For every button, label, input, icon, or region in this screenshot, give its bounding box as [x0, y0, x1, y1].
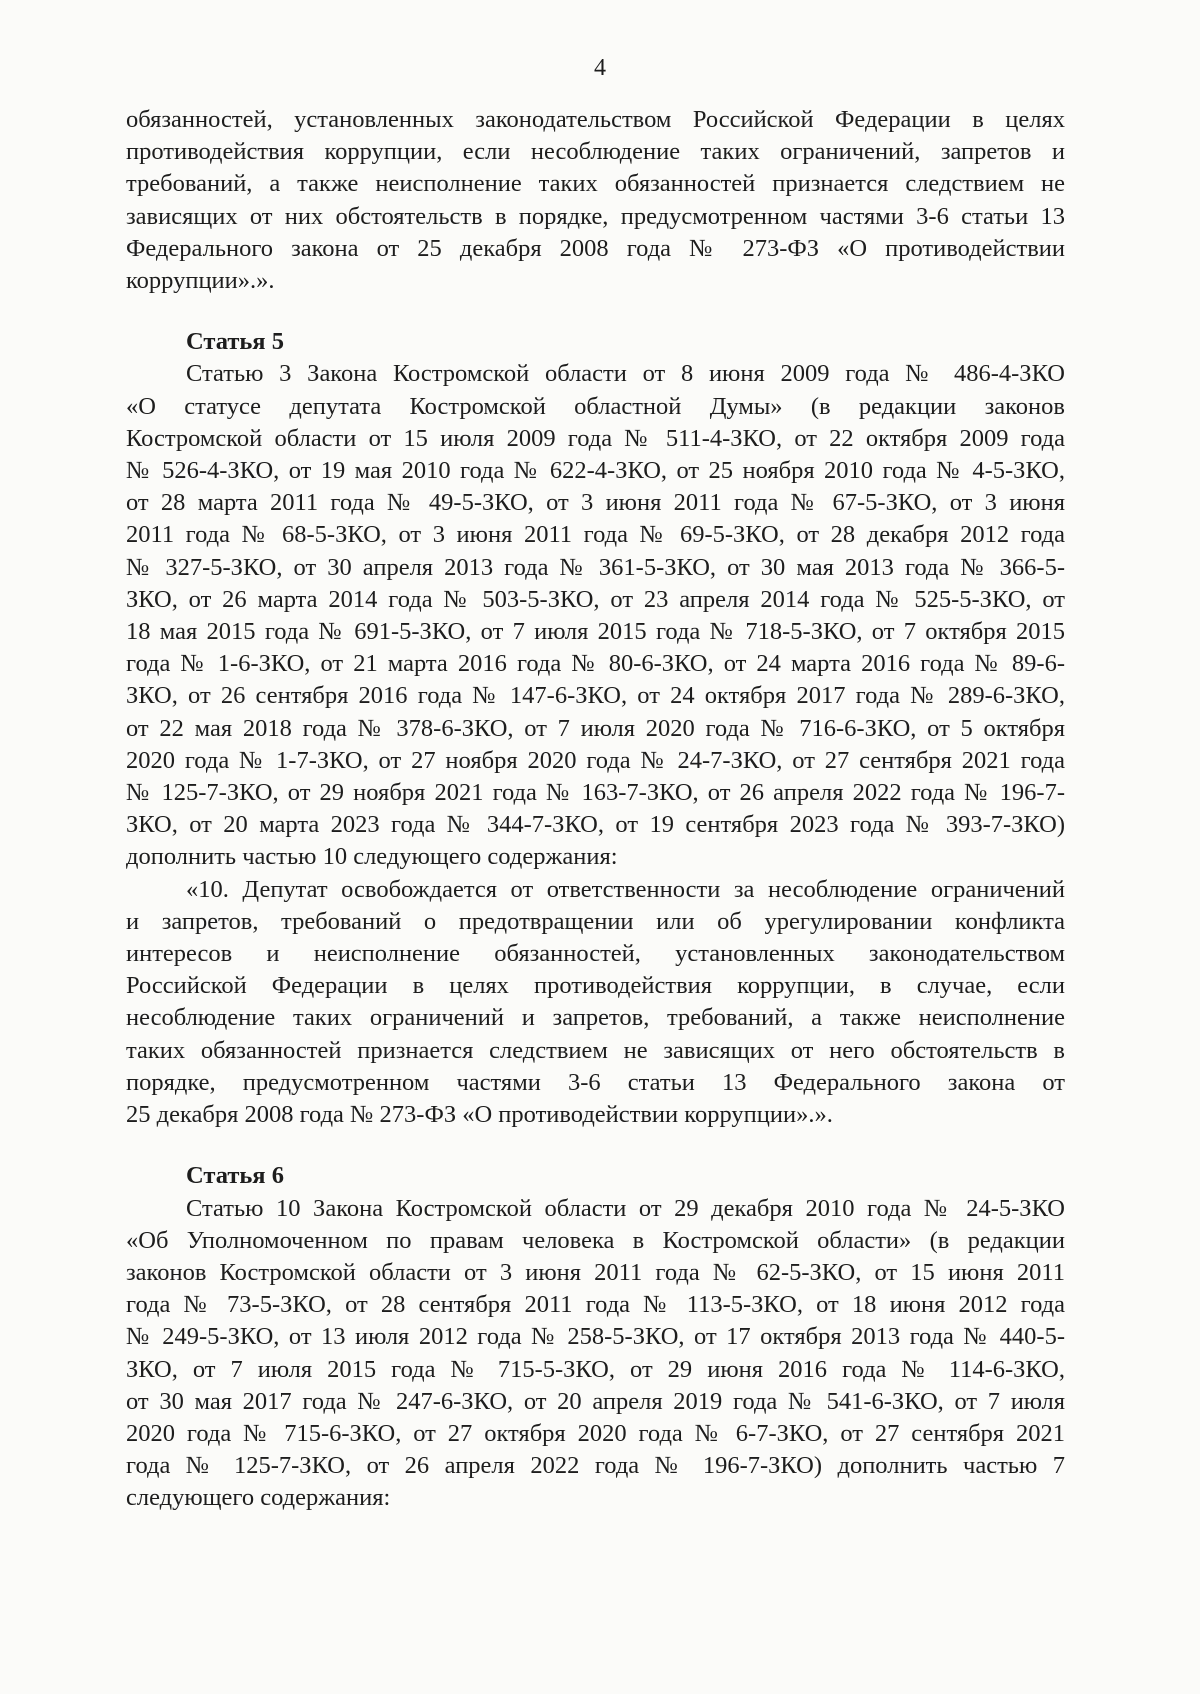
- article-5-paragraph-1: [126, 358, 1065, 873]
- intro-paragraph: [126, 104, 1065, 297]
- text-line: от 28 марта 2011 года № 49-5-ЗКО, от 3 июня 2011 года № 67-5-ЗКО, от 3 июня: [126, 489, 1065, 517]
- text-line: Российской Федерации в целях противодействия коррупции, в случае, если: [126, 972, 1065, 1000]
- text-line: 25 декабря 2008 года № 273-ФЗ «О противодействии коррупции».».: [126, 1101, 833, 1129]
- text-line: интересов и неисполнение обязанностей, установленных законодательством: [126, 940, 1065, 968]
- text-line: № 125-7-ЗКО, от 29 ноября 2021 года № 163-7-ЗКО, от 26 апреля 2022 года № 196-7-: [126, 779, 1065, 807]
- article-5-heading: Статья 5: [186, 328, 284, 356]
- text-line: противодействия коррупции, если несоблюдение таких ограничений, запретов и: [126, 138, 1065, 166]
- text-line: порядке, предусмотренном частями 3-6 статьи 13 Федерального закона от: [126, 1068, 1065, 1096]
- text-line: ЗКО, от 26 сентября 2016 года № 147-6-ЗКО, от 24 октября 2017 года № 289-6-ЗКО,: [126, 682, 1065, 710]
- text-line: коррупции».».: [126, 267, 275, 295]
- text-line: № 249-5-ЗКО, от 13 июля 2012 года № 258-5-ЗКО, от 17 октября 2013 года № 440-5-: [126, 1323, 1065, 1351]
- text-line: Костромской области от 15 июля 2009 года № 511-4-ЗКО, от 22 октября 2009 года: [126, 424, 1065, 452]
- text-line: законов Костромской области от 3 июня 2011 года № 62-5-ЗКО, от 15 июня 2011: [126, 1258, 1065, 1286]
- text-line: «Об Уполномоченном по правам человека в Костромской области» (в редакции: [126, 1226, 1065, 1254]
- text-line: Статью 3 Закона Костромской области от 8 июня 2009 года № 486-4-ЗКО: [186, 360, 1065, 388]
- text-line: 2011 года № 68-5-ЗКО, от 3 июня 2011 года № 69-5-ЗКО, от 28 декабря 2012 года: [126, 521, 1065, 549]
- text-line: 2020 года № 1-7-ЗКО, от 27 ноября 2020 года № 24-7-ЗКО, от 27 сентября 2021 года: [126, 746, 1065, 774]
- text-line: дополнить частью 10 следующего содержания:: [126, 843, 618, 871]
- article-6-heading: Статья 6: [186, 1162, 284, 1190]
- text-line: «10. Депутат освобождается от ответственности за несоблюдение ограничений: [186, 875, 1065, 903]
- text-line: № 526-4-ЗКО, от 19 мая 2010 года № 622-4-ЗКО, от 25 ноября 2010 года № 4-5-ЗКО,: [126, 457, 1065, 485]
- article-5-paragraph-2: [126, 874, 1065, 1132]
- text-line: зависящих от них обстоятельств в порядке, предусмотренном частями 3-6 статьи 13: [126, 202, 1065, 230]
- text-line: 2020 года № 715-6-ЗКО, от 27 октября 2020 года № 6-7-ЗКО, от 27 сентября 2021: [126, 1419, 1065, 1447]
- text-line: обязанностей, установленных законодательством Российской Федерации в целях: [126, 106, 1065, 133]
- text-line: «О статусе депутата Костромской областной Думы» (в редакции законов: [126, 392, 1065, 420]
- text-line: Федерального закона от 25 декабря 2008 года № 273-ФЗ «О противодействии: [126, 234, 1065, 262]
- text-line: года № 125-7-ЗКО, от 26 апреля 2022 года № 196-7-ЗКО) дополнить частью 7: [126, 1452, 1065, 1480]
- text-line: ЗКО, от 20 марта 2023 года № 344-7-ЗКО, от 19 сентября 2023 года № 393-7-ЗКО): [126, 811, 1065, 839]
- document-body: [126, 104, 1065, 1515]
- text-line: таких обязанностей признается следствием не зависящих от него обстоятельств в: [126, 1036, 1065, 1064]
- text-line: ЗКО, от 26 марта 2014 года № 503-5-ЗКО, от 23 апреля 2014 года № 525-5-ЗКО, от: [126, 585, 1065, 613]
- text-line: требований, а также неисполнение таких обязанностей признается следствием не: [126, 170, 1065, 198]
- text-line: года № 73-5-ЗКО, от 28 сентября 2011 года № 113-5-ЗКО, от 18 июня 2012 года: [126, 1291, 1065, 1319]
- text-line: от 22 мая 2018 года № 378-6-ЗКО, от 7 июля 2020 года № 716-6-ЗКО, от 5 октября: [126, 714, 1065, 742]
- page-number: 4: [594, 55, 606, 81]
- text-line: ЗКО, от 7 июля 2015 года № 715-5-ЗКО, от 29 июня 2016 года № 114-6-ЗКО,: [126, 1355, 1065, 1383]
- text-line: года № 1-6-ЗКО, от 21 марта 2016 года № 80-6-ЗКО, от 24 марта 2016 года № 89-6-: [126, 650, 1065, 678]
- text-line: 18 мая 2015 года № 691-5-ЗКО, от 7 июля 2015 года № 718-5-ЗКО, от 7 октября 2015: [126, 618, 1065, 646]
- text-line: следующего содержания:: [126, 1484, 391, 1512]
- text-line: Статью 10 Закона Костромской области от 29 декабря 2010 года № 24-5-ЗКО: [186, 1194, 1065, 1222]
- article-6-paragraph-1: [126, 1193, 1065, 1515]
- text-line: № 327-5-ЗКО, от 30 апреля 2013 года № 361-5-ЗКО, от 30 мая 2013 года № 366-5-: [126, 553, 1065, 581]
- text-line: и запретов, требований о предотвращении или об урегулировании конфликта: [126, 907, 1065, 935]
- text-line: от 30 мая 2017 года № 247-6-ЗКО, от 20 апреля 2019 года № 541-6-ЗКО, от 7 июля: [126, 1387, 1065, 1415]
- text-line: несоблюдение таких ограничений и запретов, требований, а также неисполнение: [126, 1004, 1065, 1032]
